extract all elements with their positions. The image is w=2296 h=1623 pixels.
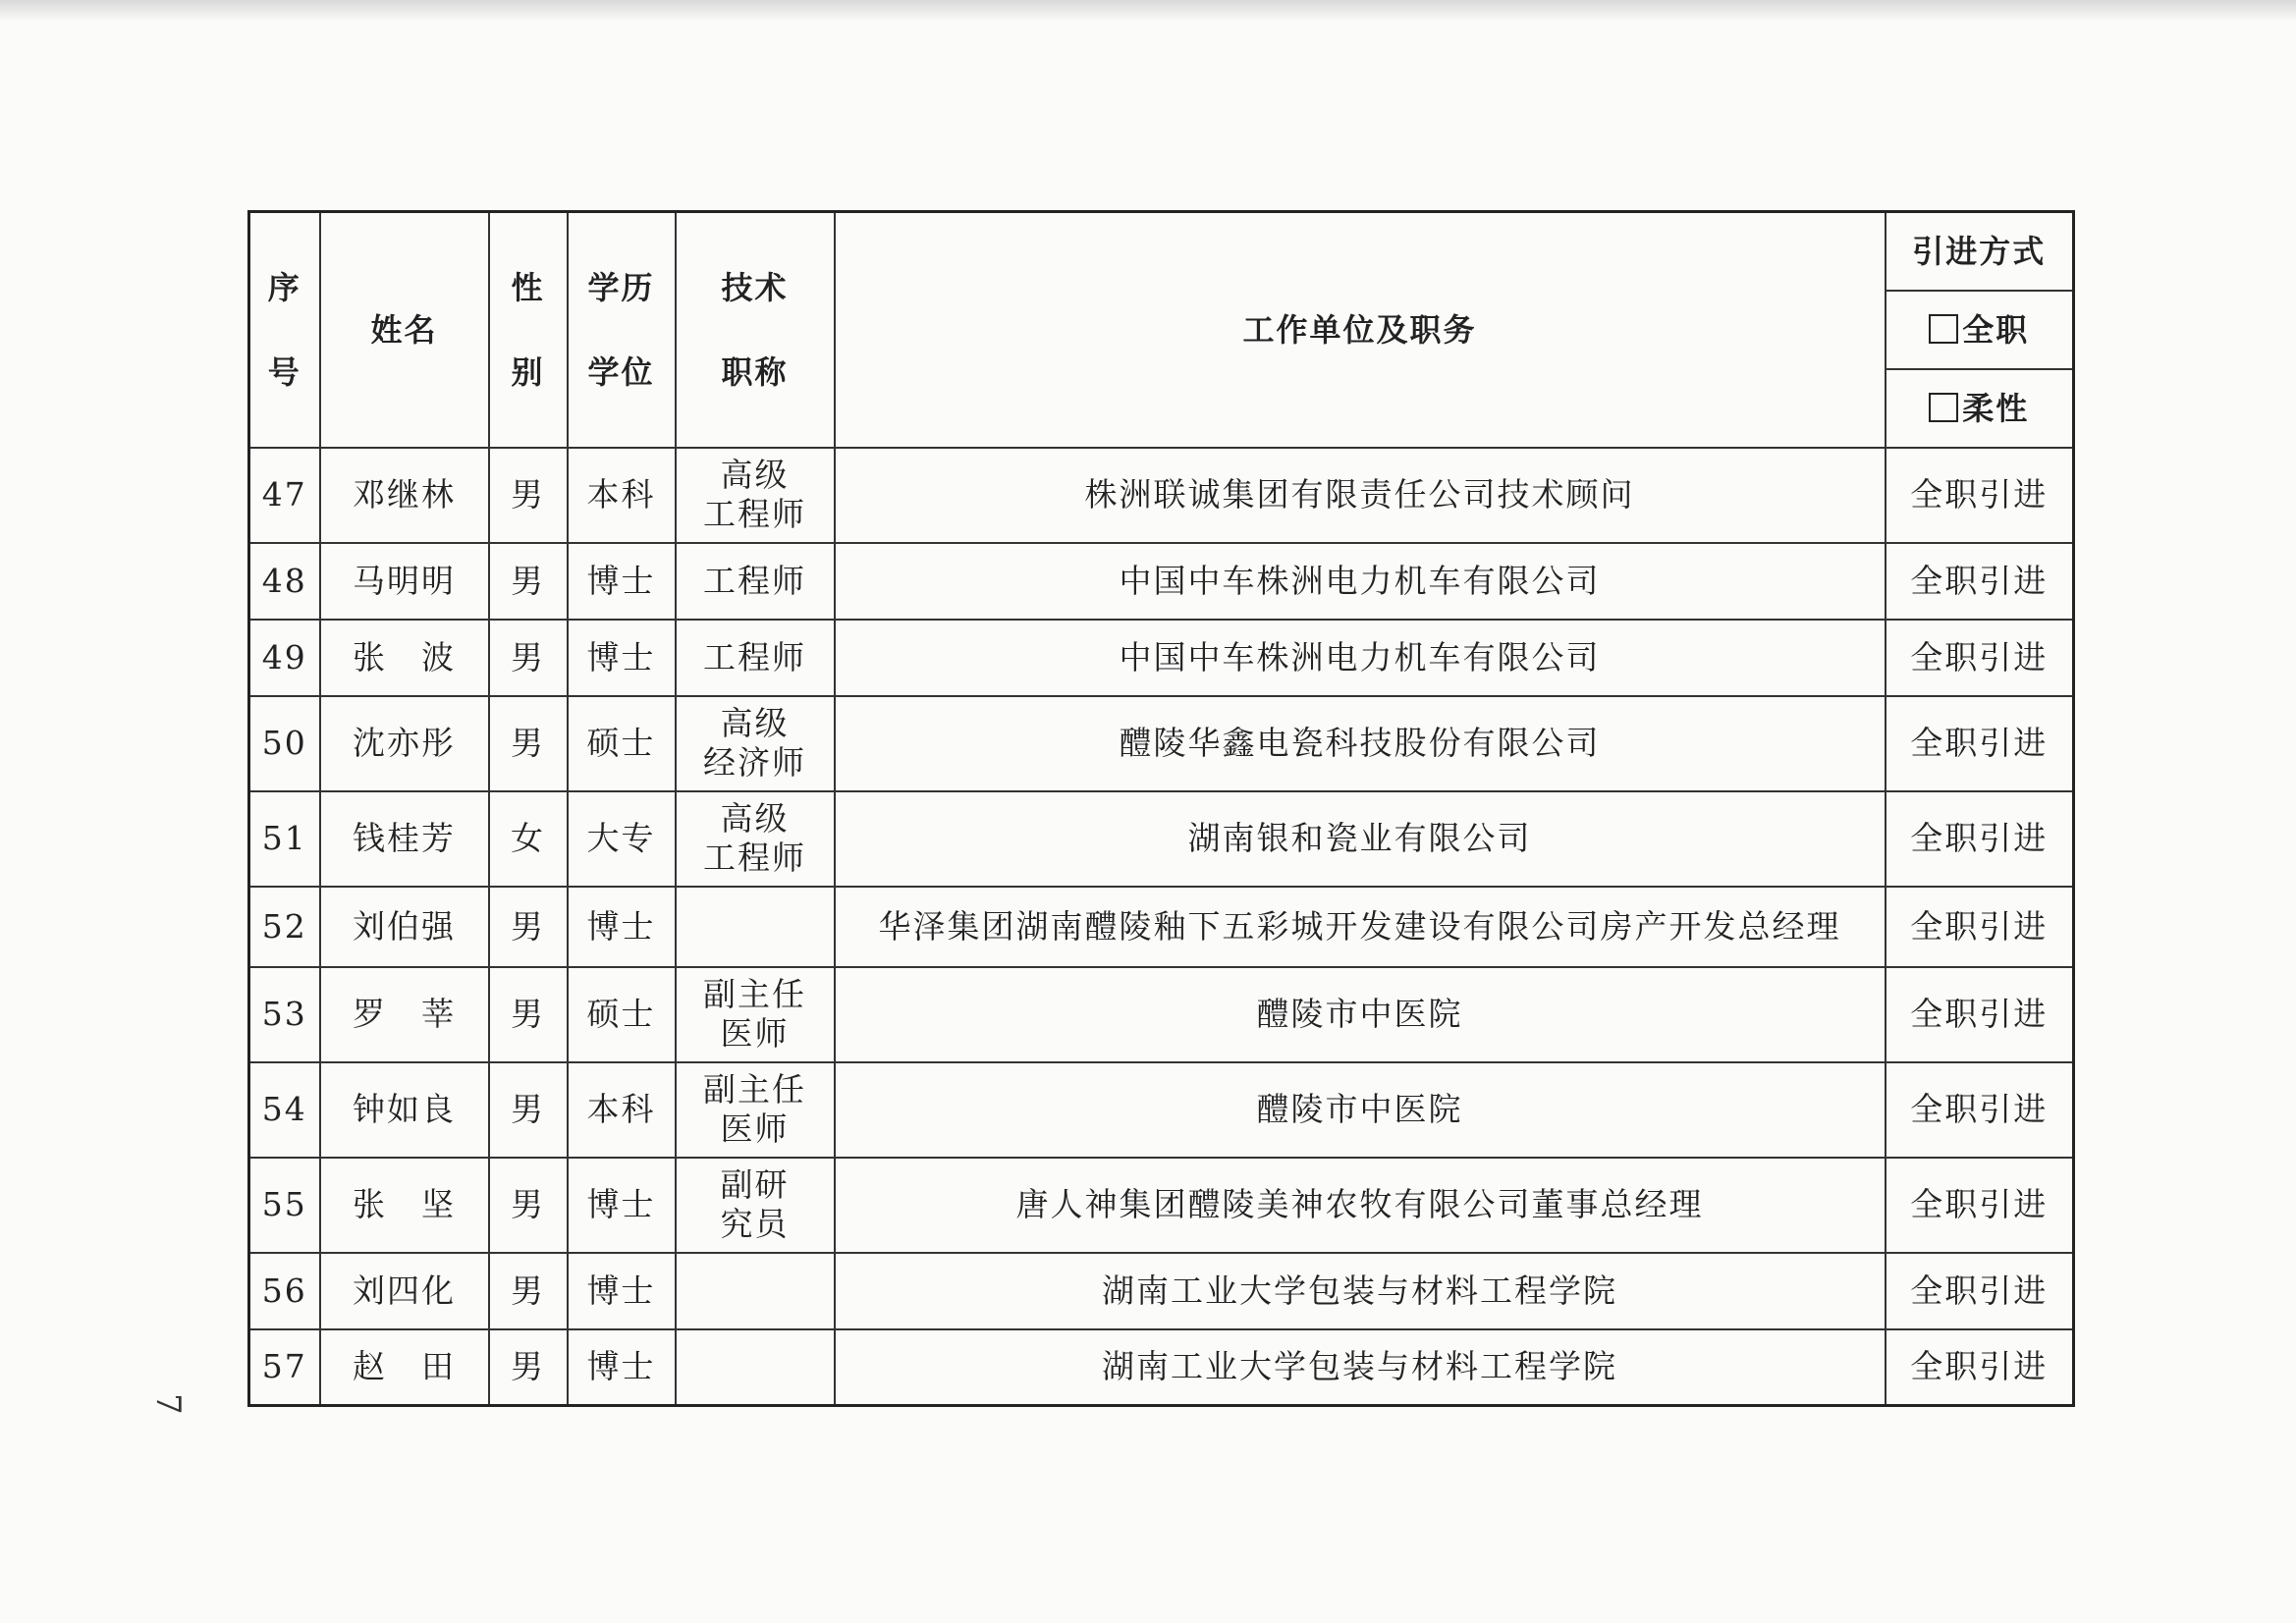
title-cell: 高级 工程师 — [676, 791, 835, 887]
title-cell: 工程师 — [676, 620, 835, 696]
method-cell: 全职引进 — [1886, 1253, 2074, 1329]
unit-cell: 中国中车株洲电力机车有限公司 — [835, 543, 1886, 620]
index-cell: 53 — [249, 967, 320, 1062]
table-row — [249, 791, 2074, 887]
gender-cell: 男 — [489, 887, 568, 967]
talent-roster-table — [247, 210, 2075, 1407]
index-cell: 50 — [249, 696, 320, 791]
name-cell: 张 坚 — [320, 1158, 489, 1253]
method-cell: 全职引进 — [1886, 620, 2074, 696]
header-education: 学历 学位 — [568, 212, 676, 448]
title-cell — [676, 1253, 835, 1329]
index-cell: 55 — [249, 1158, 320, 1253]
header-row — [249, 212, 2074, 291]
name-cell: 张 波 — [320, 620, 489, 696]
table-row — [249, 1158, 2074, 1253]
index-cell: 54 — [249, 1062, 320, 1158]
name-cell: 罗 莘 — [320, 967, 489, 1062]
unit-cell: 醴陵华鑫电瓷科技股份有限公司 — [835, 696, 1886, 791]
name-cell: 钱桂芳 — [320, 791, 489, 887]
unit-cell: 湖南银和瓷业有限公司 — [835, 791, 1886, 887]
unit-cell: 华泽集团湖南醴陵釉下五彩城开发建设有限公司房产开发总经理 — [835, 887, 1886, 967]
page-number: 7 — [147, 1393, 188, 1415]
checkbox-icon — [1929, 314, 1958, 344]
gender-cell: 男 — [489, 1329, 568, 1406]
education-cell: 博士 — [568, 620, 676, 696]
education-cell: 本科 — [568, 448, 676, 543]
table-row — [249, 543, 2074, 620]
gender-cell: 男 — [489, 620, 568, 696]
scan-edge — [0, 0, 2296, 22]
index-cell: 56 — [249, 1253, 320, 1329]
gender-cell: 男 — [489, 967, 568, 1062]
method-cell: 全职引进 — [1886, 448, 2074, 543]
gender-cell: 男 — [489, 696, 568, 791]
method-cell: 全职引进 — [1886, 1158, 2074, 1253]
education-cell: 博士 — [568, 543, 676, 620]
name-cell: 邓继林 — [320, 448, 489, 543]
header-gender: 性 别 — [489, 212, 568, 448]
unit-cell: 株洲联诚集团有限责任公司技术顾问 — [835, 448, 1886, 543]
index-cell: 57 — [249, 1329, 320, 1406]
gender-cell: 男 — [489, 1253, 568, 1329]
option-flexible: 柔性 — [1886, 369, 2074, 448]
name-cell: 刘四化 — [320, 1253, 489, 1329]
name-cell: 钟如良 — [320, 1062, 489, 1158]
table-row — [249, 1062, 2074, 1158]
table-row — [249, 448, 2074, 543]
table-row — [249, 967, 2074, 1062]
unit-cell: 醴陵市中医院 — [835, 967, 1886, 1062]
table-row — [249, 620, 2074, 696]
gender-cell: 男 — [489, 1062, 568, 1158]
education-cell: 博士 — [568, 1158, 676, 1253]
table-row — [249, 1253, 2074, 1329]
title-cell: 副研 究员 — [676, 1158, 835, 1253]
title-cell: 副主任 医师 — [676, 967, 835, 1062]
index-cell: 51 — [249, 791, 320, 887]
table-row — [249, 887, 2074, 967]
header-title: 技术 职称 — [676, 212, 835, 448]
index-cell: 49 — [249, 620, 320, 696]
method-cell: 全职引进 — [1886, 1062, 2074, 1158]
gender-cell: 男 — [489, 448, 568, 543]
method-cell: 全职引进 — [1886, 696, 2074, 791]
gender-cell: 男 — [489, 543, 568, 620]
unit-cell: 中国中车株洲电力机车有限公司 — [835, 620, 1886, 696]
education-cell: 大专 — [568, 791, 676, 887]
education-cell: 博士 — [568, 1329, 676, 1406]
method-cell: 全职引进 — [1886, 543, 2074, 620]
unit-cell: 唐人神集团醴陵美神农牧有限公司董事总经理 — [835, 1158, 1886, 1253]
checkbox-icon — [1929, 393, 1958, 422]
education-cell: 硕士 — [568, 967, 676, 1062]
gender-cell: 男 — [489, 1158, 568, 1253]
method-cell: 全职引进 — [1886, 1329, 2074, 1406]
title-cell: 副主任 医师 — [676, 1062, 835, 1158]
table-row — [249, 696, 2074, 791]
education-cell: 博士 — [568, 887, 676, 967]
header-index: 序 号 — [249, 212, 320, 448]
title-cell — [676, 1329, 835, 1406]
index-cell: 52 — [249, 887, 320, 967]
header-method: 引进方式 — [1886, 212, 2074, 291]
unit-cell: 醴陵市中医院 — [835, 1062, 1886, 1158]
unit-cell: 湖南工业大学包装与材料工程学院 — [835, 1253, 1886, 1329]
method-cell: 全职引进 — [1886, 791, 2074, 887]
title-cell: 高级 工程师 — [676, 448, 835, 543]
option-full-time: 全职 — [1886, 291, 2074, 369]
header-name: 姓名 — [320, 212, 489, 448]
unit-cell: 湖南工业大学包装与材料工程学院 — [835, 1329, 1886, 1406]
header-unit: 工作单位及职务 — [835, 212, 1886, 448]
index-cell: 47 — [249, 448, 320, 543]
title-cell: 高级 经济师 — [676, 696, 835, 791]
education-cell: 本科 — [568, 1062, 676, 1158]
index-cell: 48 — [249, 543, 320, 620]
method-cell: 全职引进 — [1886, 887, 2074, 967]
education-cell: 硕士 — [568, 696, 676, 791]
gender-cell: 女 — [489, 791, 568, 887]
method-cell: 全职引进 — [1886, 967, 2074, 1062]
education-cell: 博士 — [568, 1253, 676, 1329]
name-cell: 马明明 — [320, 543, 489, 620]
title-cell: 工程师 — [676, 543, 835, 620]
name-cell: 沈亦彤 — [320, 696, 489, 791]
roster-body — [249, 448, 2074, 1406]
title-cell — [676, 887, 835, 967]
name-cell: 赵 田 — [320, 1329, 489, 1406]
table-row — [249, 1329, 2074, 1406]
name-cell: 刘伯强 — [320, 887, 489, 967]
